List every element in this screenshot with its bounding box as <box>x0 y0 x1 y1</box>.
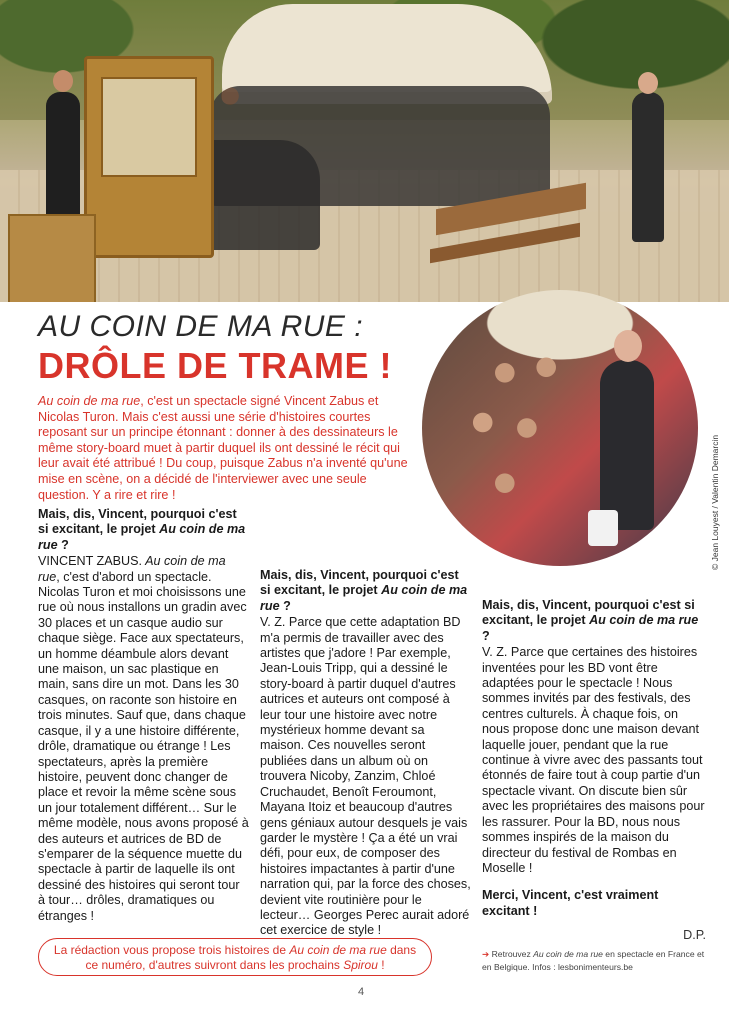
wooden-crate <box>8 214 96 302</box>
speaker-2: V. Z. <box>260 615 286 630</box>
intro-title: Au coin de ma rue <box>38 394 141 408</box>
wooden-booth <box>84 56 214 258</box>
article-intro <box>38 394 420 503</box>
question-1: Mais, dis, Vincent, pourquoi c'est si excitant, le projet Au coin de ma rue ? <box>38 507 246 552</box>
question-2: Mais, dis, Vincent, pourquoi c'est si excitant, le projet Au coin de ma rue ? <box>260 568 468 613</box>
page-number: 4 <box>358 986 365 998</box>
article-kicker: AU COIN DE MA RUE : <box>38 310 364 343</box>
photo-credit: © Jean Louyest / Valentin Demarcin <box>710 434 720 570</box>
actor-with-bag <box>632 92 664 242</box>
editorial-callout: La rédaction vous propose trois histoires de Au coin de ma rue dans ce numéro, d'autres suivront dans les prochains Spirou ! <box>38 938 432 976</box>
intro-text: , c'est un spectacle signé Vincent Zabus et Nicolas Turon. Mais c'est aussi une série d'histoires courtes reposant sur un principe étonnant : donner à des dessinateurs le même story-board muet à partir duquel ils ont dessiné le récit qui leur avait été attribué ! Du coup, puisque Zabus n'a inventé qu'une mise en scène, on a décidé de l'interviewer avec une seule question. Y a rire et rire ! <box>38 394 408 502</box>
author-signature: D.P. <box>683 928 706 943</box>
speaker-1: VINCENT ZABUS. <box>38 554 143 569</box>
actor-figure <box>600 360 654 530</box>
column-2 <box>260 568 472 939</box>
column-3 <box>482 598 706 944</box>
answer-3: V. Z. Parce que certaines des histoires inventées pour les BD vont être adaptées pour le spectacle ! Nous sommes invités par des festivals, des centres culturels. À chaque fois, on nous propose donc une maison devant laquelle jouer, pendant que la rue continue à vivre avec des passants tout étonnés de faire tout à coup partie d'un spectacle vivant. On discute bien sûr avec les propriétaires des maisons pour les rassurer. Pour la BD, nous nous sommes inspirés de la maison du directeur du festival de Rombas en Moselle ! <box>482 645 705 875</box>
column-1 <box>38 507 250 924</box>
wooden-bench <box>436 196 596 266</box>
question-3: Mais, dis, Vincent, pourquoi c'est si excitant, le projet Au coin de ma rue ? <box>482 598 699 643</box>
header-photo <box>0 0 729 302</box>
answer-1: VINCENT ZABUS. Au coin de ma rue, c'est d'abord un spectacle. Nicolas Turon et moi choisissons une rue où nous installons un gradin avec 30 places et un casque audio sur chaque siège. Face aux spectateurs, un homme déambule alors devant une maison, un sac plastique en main, sans dire un mot. Dans les 30 casques, on raconte son histoire en trois minutes. Sauf que, dans chaque casque, il y a une histoire différente, drôle, dramatique ou étrange ! Les spectateurs, après la première histoire, peuvent donc changer de place et revoir la même scène sous un jour totalement différent… Sur le même modèle, nous avons proposé à des auteurs et autrices de BD de s'emparer de la séquence muette du spectacle à partir de laquelle ils ont dessiné des histoires qui seront tour à tour… drôles, dramatiques ou étranges ! <box>38 554 249 923</box>
closing-line: Merci, Vincent, c'est vraiment excitant ! <box>482 888 659 918</box>
arrow-icon: ➔ <box>482 949 490 959</box>
plastic-bag <box>588 510 618 546</box>
speaker-3: V. Z. <box>482 645 508 660</box>
audience-circle-photo <box>422 290 698 566</box>
info-note: ➔ Retrouvez Au coin de ma rue en spectacle en France et en Belgique. Infos : lesbonimenteurs.be <box>482 949 705 972</box>
answer-2: V. Z. Parce que cette adaptation BD m'a permis de travailler avec des artistes que j'adore ! Par exemple, Jean-Louis Tripp, qui a dessiné le story-board à partir duquel d'autres autrices et auteurs ont composé à leur tour une histoire avec notre mystérieux homme devant sa maison. Ces nouvelles seront publiées dans un album où on trouvera Nicoby, Zanzim, Chloé Cruchaudet, Benoît Feroumont, Mayana Itoiz et beaucoup d'autres gens géniaux autour desquels je vais garder le mystère ! Ça a été un vrai défi, pour eux, de composer des histoires impactantes à partir d'une narration qui, par la force des choses, devient vite routinière pour le lecteur… Georges Perec aurait adoré cet exercice de style ! <box>260 615 471 938</box>
article-headline: DRÔLE DE TRAME ! <box>38 345 392 386</box>
